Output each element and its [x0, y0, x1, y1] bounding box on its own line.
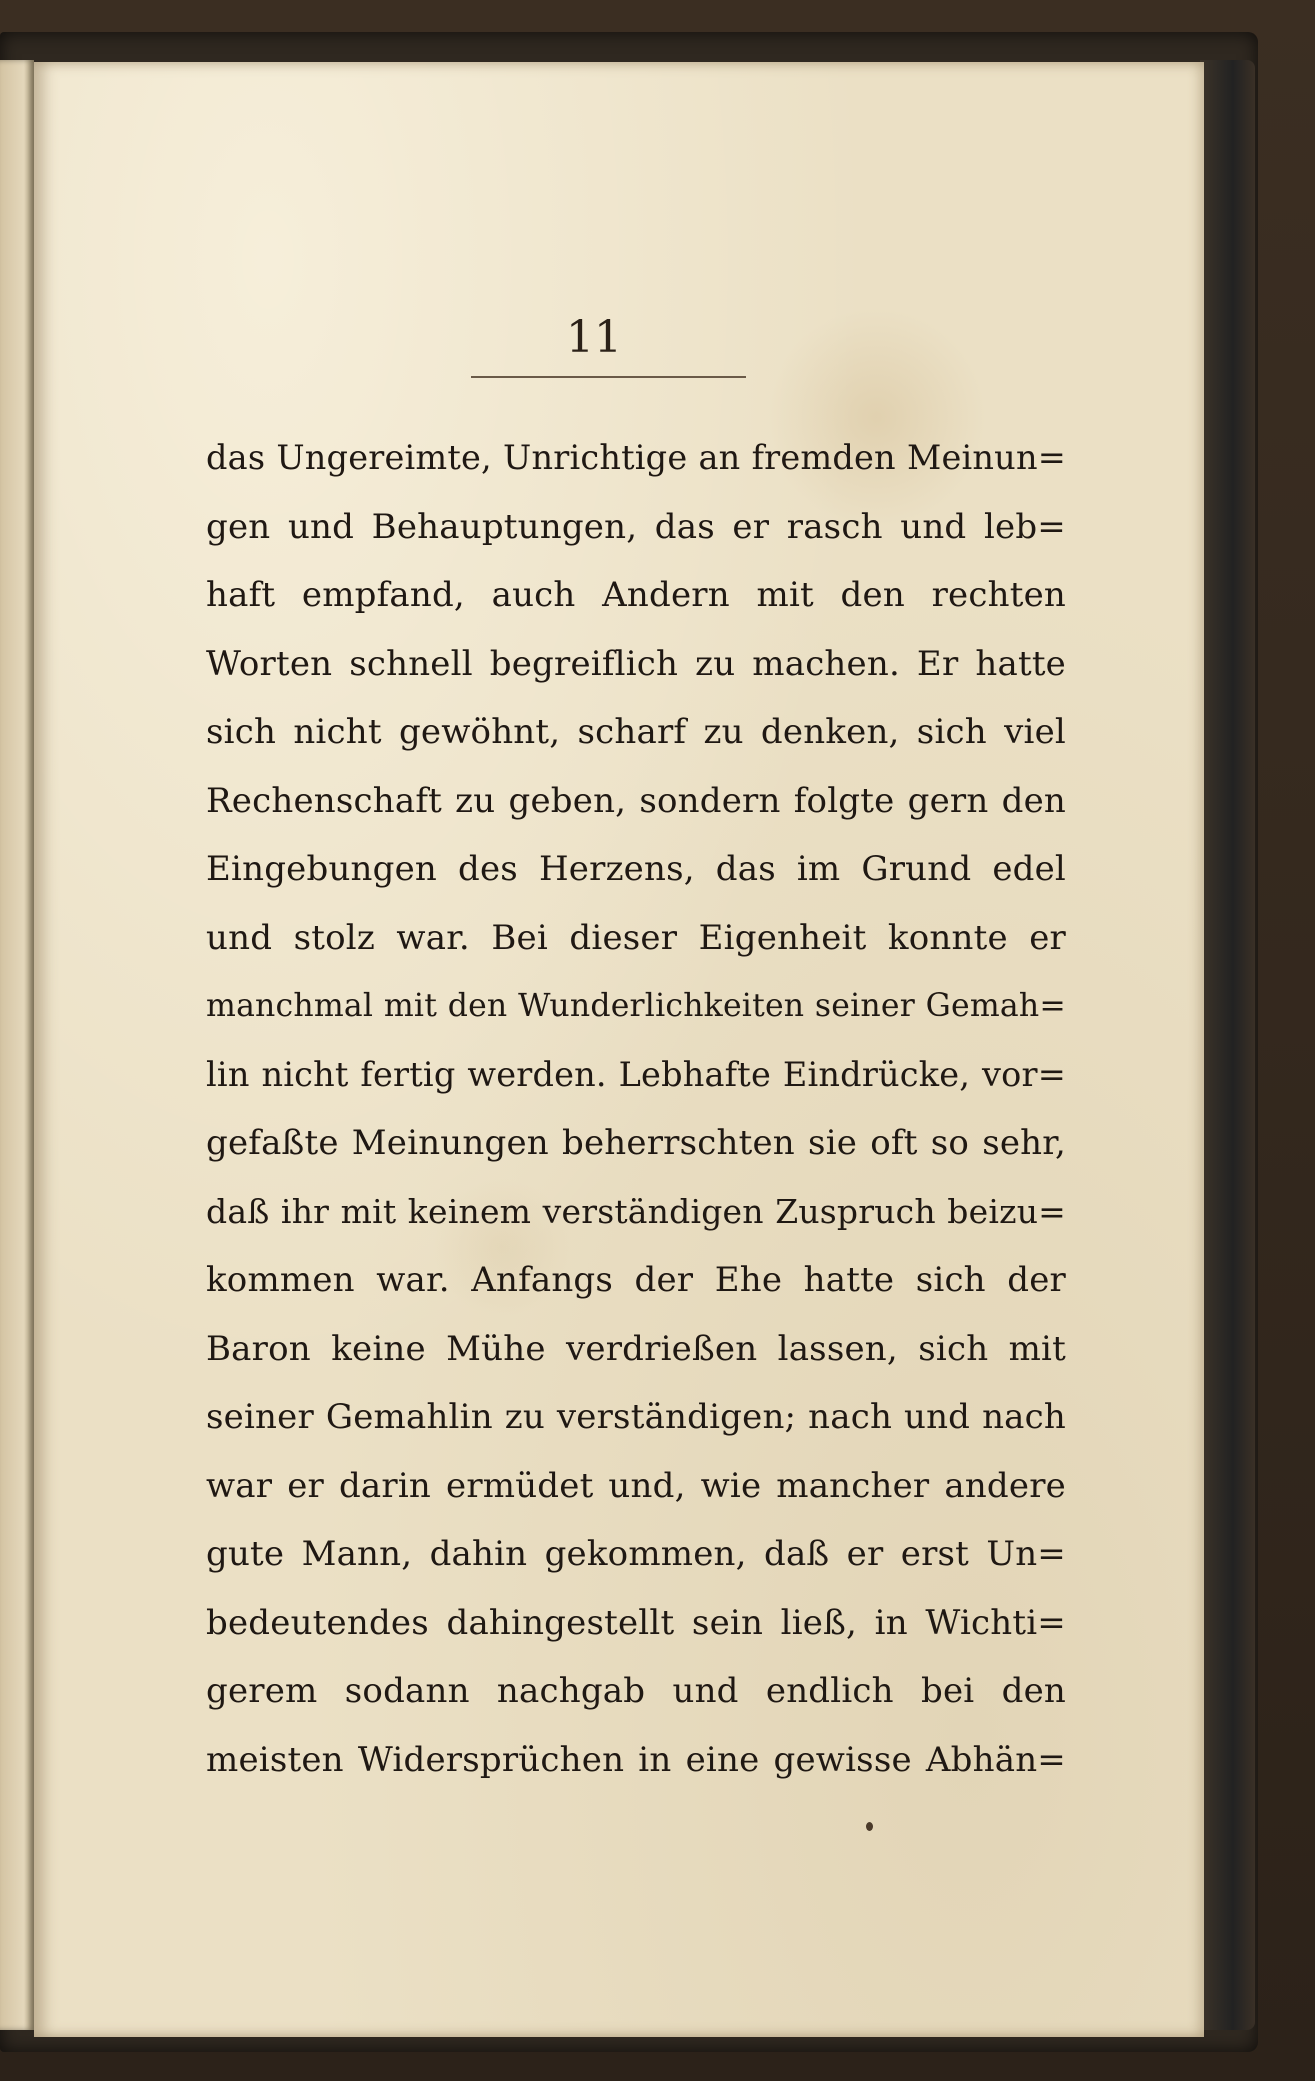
text-line: Eingebungen des Herzens, das im Grund edel	[206, 849, 1066, 889]
text-line: sich nicht gewöhnt, scharf zu denken, sich viel	[206, 712, 1066, 752]
text-line: war er darin ermüdet und, wie mancher andere	[206, 1465, 1066, 1506]
text-line: gute Mann, dahin gekommen, daß er erst Un=	[206, 1534, 1066, 1574]
body-text	[206, 424, 1066, 1794]
text-line: und stolz war. Bei dieser Eigenheit konnte er	[206, 917, 1066, 958]
book-page	[34, 62, 1204, 2037]
text-line: meisten Widersprüchen in eine gewisse Abhän=	[206, 1739, 1066, 1780]
cover-edge	[1200, 60, 1255, 2030]
text-line: seiner Gemahlin zu verständigen; nach und nach	[206, 1397, 1066, 1437]
text-line: Worten schnell begreiflich zu machen. Er hatte	[206, 643, 1066, 684]
text-line: manchmal mit den Wunderlichkeiten seiner Gemah=	[206, 988, 1066, 1024]
text-line: gerem sodann nachgab und endlich bei den	[206, 1671, 1066, 1711]
text-line: Baron keine Mühe verdrießen lassen, sich mit	[206, 1328, 1066, 1369]
text-line: lin nicht fertig werden. Lebhafte Eindrücke, vor=	[206, 1054, 1066, 1094]
text-line: Rechenschaft zu geben, sondern folgte gern den	[206, 780, 1066, 821]
text-line: daß ihr mit keinem verständigen Zuspruch beizu=	[206, 1191, 1066, 1231]
text-line: gefaßte Meinungen beherrschten sie oft so sehr,	[206, 1123, 1066, 1163]
text-line: kommen war. Anfangs der Ehe hatte sich der	[206, 1260, 1066, 1300]
header-rule	[471, 376, 746, 378]
text-line: das Ungereimte, Unrichtige an fremden Meinun=	[206, 438, 1066, 477]
ink-speck	[866, 1822, 873, 1831]
text-line: haft empfand, auch Andern mit den rechten	[206, 575, 1066, 615]
page-number: 11	[566, 312, 622, 363]
text-line: gen und Behauptungen, das er rasch und leb=	[206, 506, 1066, 547]
text-line: bedeutendes dahingestellt sein ließ, in Wichti=	[206, 1602, 1066, 1643]
